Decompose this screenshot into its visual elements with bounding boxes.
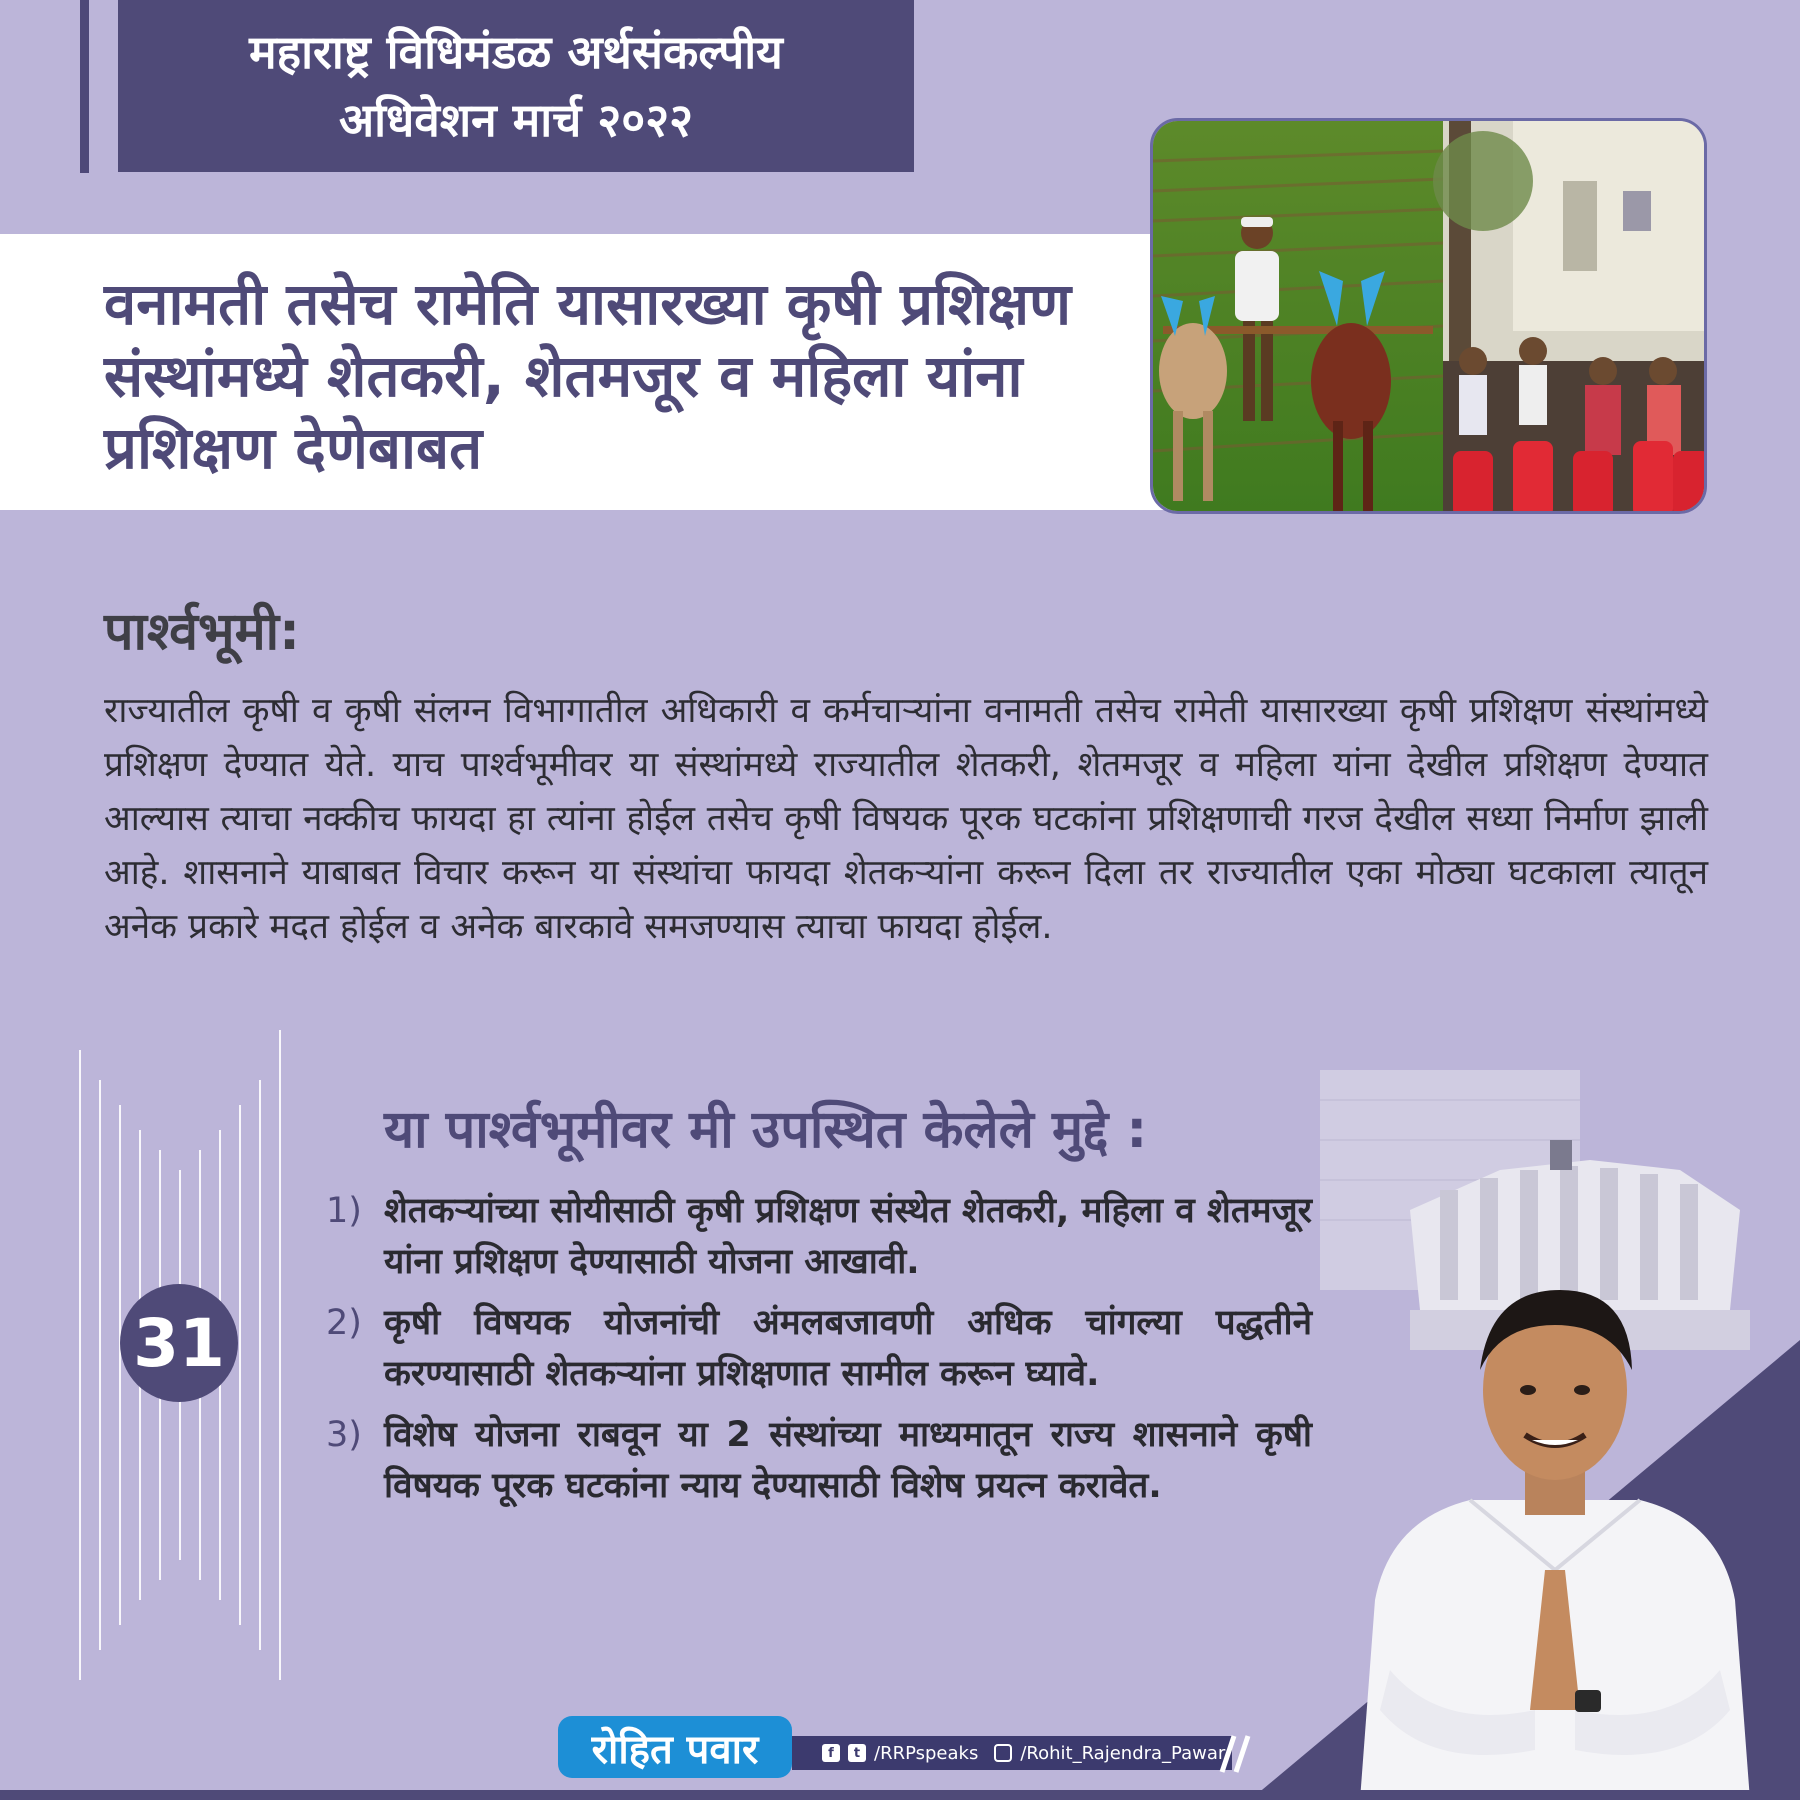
points-heading: या पार्श्वभूमीवर मी उपस्थित केलेले मुद्दे : [384,1100,1148,1160]
list-item-text: शेतकऱ्यांच्या सोयीसाठी कृषी प्रशिक्षण संस्थेत शेतकरी, महिला व शेतमजूर यांना प्रशिक्षण देण्यासाठी योजना आखावी. [384,1191,1312,1282]
header-banner [118,0,914,172]
background-paragraph: राज्यातील कृषी व कृषी संलग्न विभागातील अधिकारी व कर्मचाऱ्यांना वनामती तसेच रामेती यासारख्या कृषी प्रशिक्षण संस्थांमध्ये प्रशिक्षण देण्यात येते. याच पार्श्वभूमीवर या संस्थांमध्ये राज्यातील शेतकरी, शेतमजूर व महिला यांना देखील प्रशिक्षण देण्यात आल्यास त्याचा नक्कीच फायदा हा त्यांना होईल तसेच कृषी विषयक पूरक घटकांना प्रशिक्षणाची गरज देखील सध्या निर्माण झाली आहे. शासनाने याबाबत विचार करून या संस्थांचा फायदा शेतकऱ्यांना करून दिला तर राज्यातील एका मोठ्या घटकाला त्यातून अनेक प्रकारे मदत होईल व अनेक बारकावे समजण्यास त्याचा फायदा होईल. [104,691,1708,947]
slash-decoration [1208,1734,1262,1774]
list-item-number: 1) [326,1191,362,1231]
facebook-icon[interactable]: f [822,1744,840,1762]
twitter-icon[interactable]: t [848,1744,866,1762]
footer-band [0,1790,1800,1800]
instagram-icon[interactable] [994,1744,1012,1762]
farm-photo-illustration [1153,121,1707,514]
list-item-number: 2) [326,1303,362,1343]
instagram-handle[interactable]: /Rohit_Rajendra_Pawar [1020,1742,1226,1764]
page-title: वनामती तसेच रामेति यासारख्या कृषी प्रशिक्षण संस्थांमध्ये शेतकरी, शेतमजूर व महिला यांना प्रशिक्षण देणेबाबत [104,270,1072,482]
list-item-text: कृषी विषयक योजनांची अंमलबजावणी अधिक चांगल्या पद्धतीने करण्यासाठी शेतकऱ्यांना प्रशिक्षणात सामील करून घ्यावे. [384,1303,1312,1394]
points-list [326,1186,1312,1522]
list-item [326,1298,1312,1400]
number-badge: 31 [120,1284,238,1402]
person-photo [1320,1270,1790,1800]
list-item-text: विशेष योजना राबवून या 2 संस्थांच्या माध्यमातून राज्य शासनाने कृषी विषयक पूरक घटकांना न्याय देण्यासाठी विशेष प्रयत्न करावेत. [384,1415,1312,1506]
header-line-1: महाराष्ट्र विधिमंडळ अर्थसंकल्पीय [249,25,783,79]
social-handle[interactable]: /RRPspeaks [874,1742,979,1764]
accent-bar [80,0,89,173]
header-line-2: अधिवेशन मार्च २०२२ [338,93,694,147]
social-strip [792,1736,1232,1770]
list-item [326,1410,1312,1512]
list-item [326,1186,1312,1288]
farm-photo [1150,118,1707,514]
background-heading: पार्श्वभूमी: [104,602,300,662]
brand-logo: रोहित पवार [558,1716,792,1778]
list-item-number: 3) [326,1415,362,1455]
